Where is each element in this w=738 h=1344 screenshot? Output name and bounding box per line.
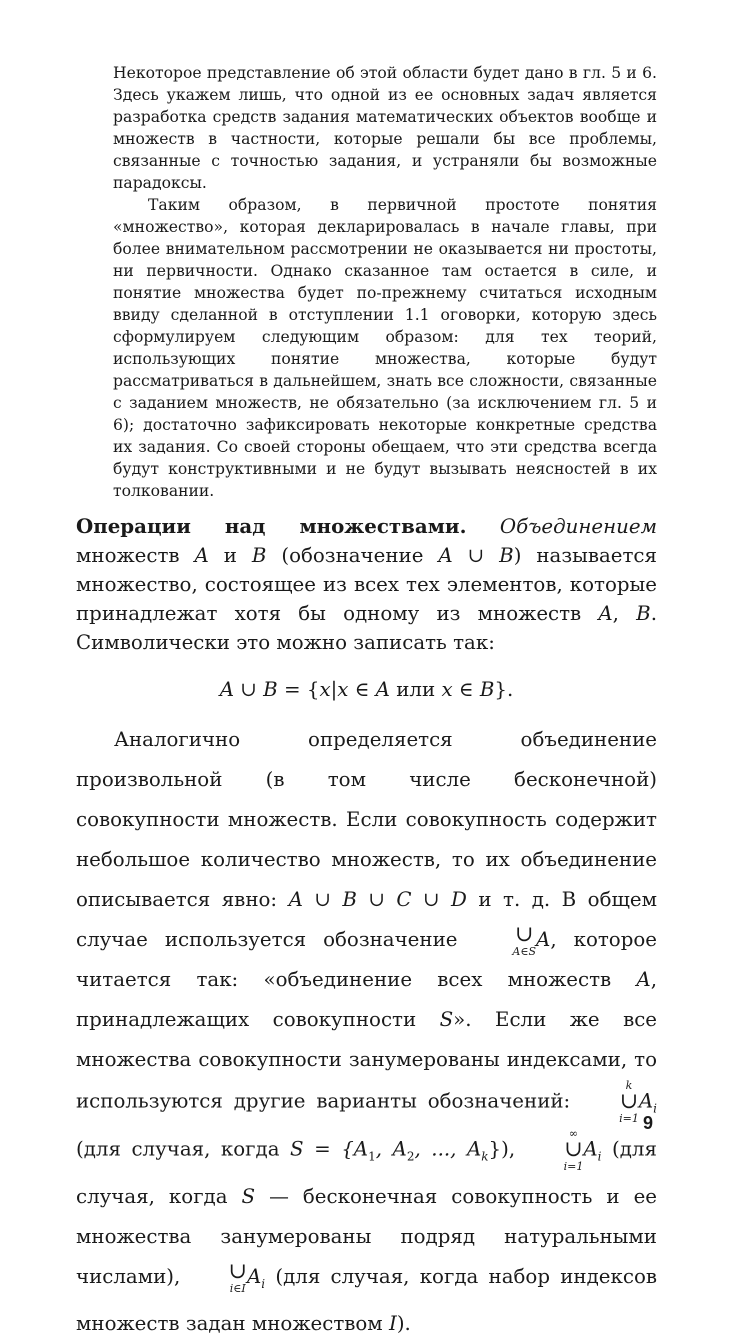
- operator-subscript: i=1: [619, 1112, 639, 1125]
- formula-eq: = {: [277, 678, 320, 701]
- text-run: и: [208, 544, 252, 567]
- remark-paragraph-1: Некоторое представление об этой области будет дано в гл. 5 и 6. Здесь укажем лишь, что одной из ее основных задач является разработка средств задания математических объектов вообще и множеств в частности, которые решали бы все проблемы, связанные с точностью задания, и устраняли бы возможные парадоксы.: [113, 64, 657, 192]
- text-run: (для случая, когда: [76, 1137, 657, 1208]
- set-expression: = {A: [303, 1137, 369, 1161]
- section-heading: Операции над множествами.: [76, 514, 467, 538]
- operator-superscript: k: [625, 1079, 633, 1092]
- generalization-paragraph: [76, 720, 657, 1344]
- text-run: , которое читается так: «объединение всех множеств: [76, 928, 657, 991]
- index-i: i: [653, 1101, 657, 1116]
- text-run: ». Если же все множества совокупности занумерованы индексами, то используются другие варианты обозначений:: [76, 1008, 657, 1113]
- var-a: A: [583, 1137, 598, 1161]
- set-expression: , ..., A: [414, 1137, 482, 1161]
- big-union-operator: [526, 1128, 584, 1172]
- union-symbol: ∪: [619, 1089, 639, 1114]
- operator-subscript: i∈I: [229, 1281, 246, 1295]
- formula-or: или: [389, 678, 442, 701]
- var-a: A: [638, 1089, 654, 1113]
- var-s: S: [290, 1137, 304, 1161]
- text-run: множеств: [76, 544, 195, 567]
- text-run: ) называется множество, состоящее из всех тех элементов, которые принадлежат хотя бы одному из множеств: [76, 544, 657, 625]
- operator-subscript: i=1: [563, 1160, 584, 1174]
- var-i: I: [388, 1311, 397, 1335]
- text-run: — бесконечная совокупность и ее множества занумерованы подряд натуральными числами),: [76, 1184, 657, 1288]
- index-1: 1: [368, 1149, 376, 1164]
- formula-var: x: [441, 678, 453, 701]
- formula-var: A: [375, 678, 390, 701]
- text-run: (для случая, когда: [76, 1137, 291, 1161]
- var-s: S: [439, 1008, 454, 1031]
- formula-var: x: [337, 678, 349, 701]
- index-2: 2: [406, 1149, 415, 1164]
- page-number: 9: [643, 1113, 654, 1133]
- formula-lhs: A ∪ B: [219, 678, 278, 701]
- text-run: и т. д. В общем случае используется обозначение: [76, 888, 657, 951]
- index-k: k: [481, 1149, 489, 1164]
- big-union-operator: [191, 1258, 247, 1295]
- text-run: (обозначение: [266, 544, 439, 567]
- var-b: B: [636, 602, 651, 625]
- var-a: A: [194, 544, 209, 567]
- var-a: A: [246, 1264, 262, 1288]
- var-a: A: [438, 544, 453, 567]
- text-run: , принадлежащих совокупности: [76, 968, 657, 1031]
- formula-in: ∈: [348, 678, 376, 701]
- var-a: A: [636, 968, 651, 991]
- text-run: Аналогично определяется объединение произвольной (в том числе бесконечной) совокупности множеств. Если совокупность содержит небольшое количество множеств, то их объединение описывается явно:: [76, 728, 657, 911]
- definition-paragraph: [76, 512, 657, 657]
- big-union-operator: [474, 924, 536, 957]
- union-expression: A ∪ B ∪ C ∪ D: [288, 888, 467, 911]
- union-symbol: ∪: [467, 544, 485, 567]
- remark-block: [113, 62, 657, 502]
- union-formula: [76, 675, 657, 704]
- var-b: B: [251, 544, 267, 567]
- var-a: A: [598, 602, 613, 625]
- big-union-operator: [581, 1080, 639, 1124]
- text-run: ,: [612, 602, 637, 625]
- remark-paragraph-2: Таким образом, в первичной простоте понятия «множество», которая декларировалась в начале главы, при более внимательном рассмотрении не оказывается ни простоты, ни первичности. Однако сказанное там остается в силе, и понятие множества будет по-прежнему считаться исходным ввиду сделанной в отступлении 1.1 оговорки, которую здесь сформулируем следующим образом: для тех теорий, использующих понятие множества, которые будут рассматриваться в дальнейшем, знать все сложности, связанные с заданием множеств, не обязательно (за исключением гл. 5 и 6); достаточно зафиксировать некоторые конкретные средства их задания. Со своей стороны обещаем, что эти средства всегда будут конструктивными и не будут вызывать неясностей в их толковании.: [113, 196, 657, 500]
- set-expression: , A: [375, 1137, 407, 1161]
- text-run: (для случая, когда набор индексов множеств задан множеством: [76, 1264, 657, 1335]
- var-b: B: [499, 544, 514, 567]
- union-section: [76, 512, 657, 1344]
- formula-in: ∈: [452, 678, 480, 701]
- formula-close: }.: [494, 678, 514, 701]
- var-s: S: [241, 1184, 256, 1208]
- formula-var: B: [479, 678, 495, 701]
- index-i: i: [597, 1149, 602, 1164]
- var-a: A: [536, 928, 551, 951]
- operator-subscript: A∈S: [512, 945, 537, 958]
- operator-superscript: ∞: [568, 1127, 579, 1141]
- union-symbol: ∪: [515, 922, 534, 947]
- union-symbol: ∪: [564, 1137, 583, 1163]
- defined-term: Объединением: [499, 515, 657, 538]
- text-run: . Символически это можно записать так:: [76, 602, 657, 654]
- index-i: i: [261, 1276, 266, 1291]
- formula-bar: |: [330, 678, 338, 701]
- text-run: ).: [396, 1311, 411, 1335]
- formula-var: x: [319, 678, 331, 701]
- union-symbol: ∪: [228, 1258, 247, 1284]
- text-run: }),: [488, 1137, 526, 1161]
